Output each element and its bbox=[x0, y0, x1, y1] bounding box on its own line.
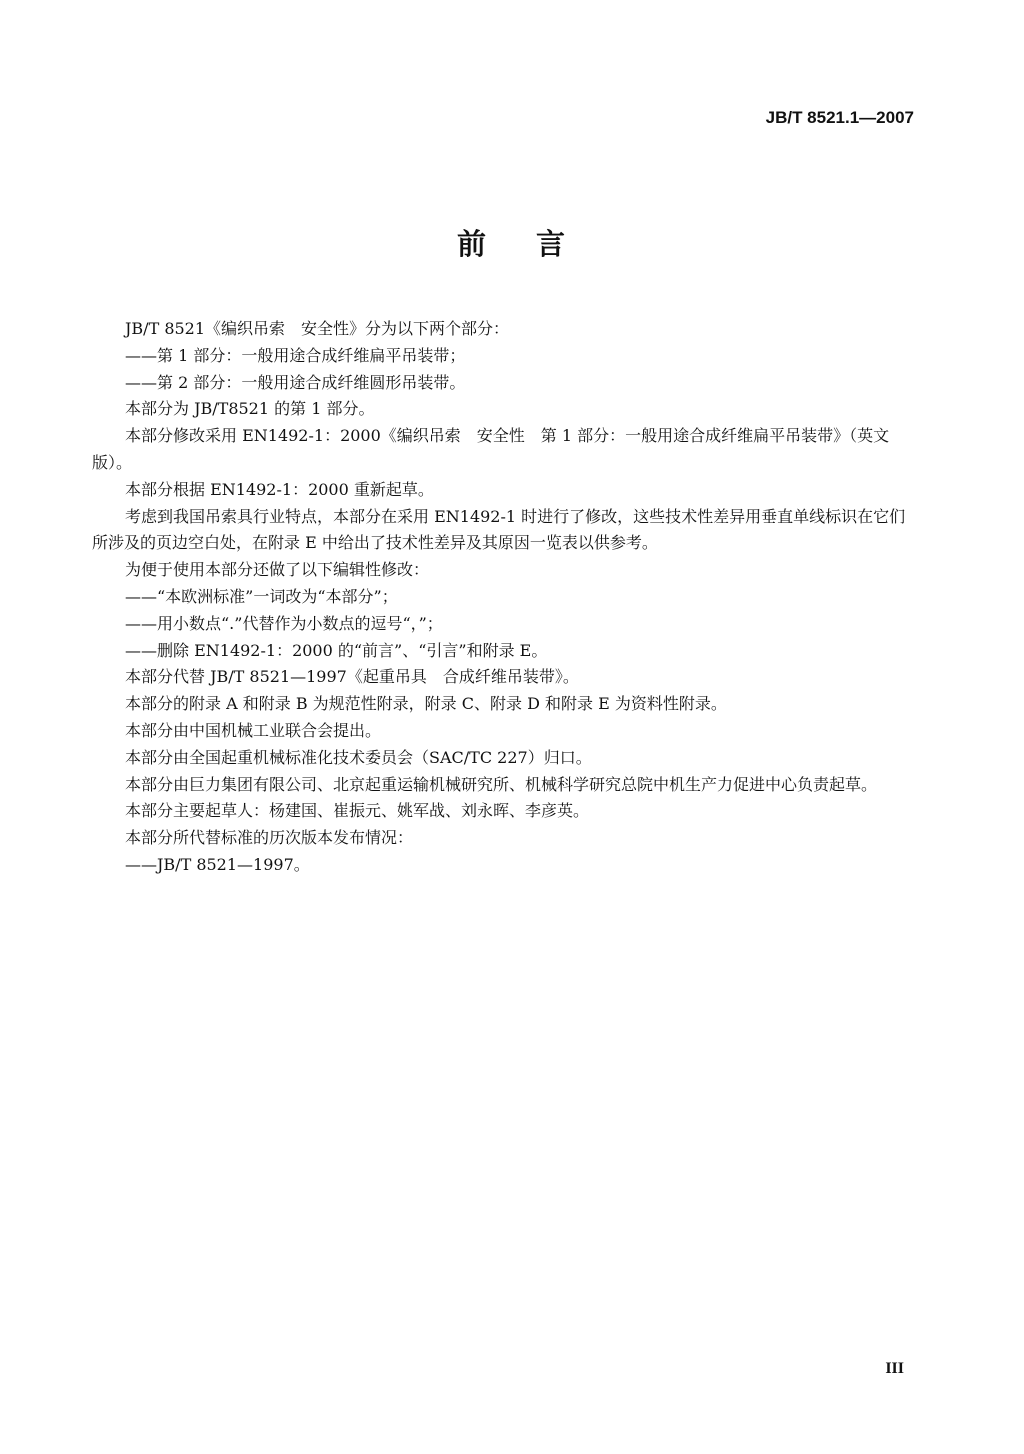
paragraph: ——JB/T 8521—1997。 bbox=[125, 854, 310, 874]
title-char-2: 言 bbox=[536, 227, 568, 261]
title-char-1: 前 bbox=[456, 227, 488, 261]
paragraph: ——“本欧洲标准”一词改为“本部分”； bbox=[125, 586, 398, 606]
paragraph: 本部分由中国机械工业联合会提出。 bbox=[125, 720, 382, 740]
paragraph: ——第 1 部分：一般用途合成纤维扁平吊装带； bbox=[125, 345, 466, 365]
paragraph: 本部分主要起草人：杨建国、崔振元、姚军战、刘永晖、李彦英。 bbox=[125, 801, 590, 821]
paragraph: 本部分的附录 A 和附录 B 为规范性附录，附录 C、附录 D 和附录 E 为资料性附录。 bbox=[125, 694, 727, 714]
paragraph: 本部分为 JB/T8521 的第 1 部分。 bbox=[125, 399, 375, 419]
paragraph: 本部分由全国起重机械标准化技术委员会（SAC/TC 227）归口。 bbox=[125, 747, 592, 767]
paragraph: ——第 2 部分：一般用途合成纤维圆形吊装带。 bbox=[125, 372, 466, 392]
paragraph: 本部分由巨力集团有限公司、北京起重运输机械研究所、机械科学研究总院中机生产力促进中心负责起草。 bbox=[125, 774, 878, 794]
paragraph: 本部分根据 EN1492-1：2000 重新起草。 bbox=[125, 479, 434, 499]
paragraph: 考虑到我国吊索具行业特点，本部分在采用 EN1492-1 时进行了修改，这些技术性差异用垂直单线标识在它们所涉及的页边空白处，在附录 E 中给出了技术性差异及其原因一览表以供参考。 bbox=[92, 506, 906, 553]
paragraph: 本部分代替 JB/T 8521—1997《起重吊具 合成纤维吊装带》。 bbox=[125, 667, 579, 687]
paragraph: 本部分修改采用 EN1492-1：2000《编织吊索 安全性 第 1 部分：一般用途合成纤维扁平吊装带》（英文版）。 bbox=[92, 426, 890, 472]
paragraph: 为便于使用本部分还做了以下编辑性修改： bbox=[125, 560, 430, 580]
page-number: III bbox=[885, 1360, 904, 1377]
paragraph: ——删除 EN1492-1：2000 的“前言”、“引言”和附录 E。 bbox=[125, 640, 548, 660]
paragraph: 本部分所代替标准的历次版本发布情况： bbox=[125, 828, 414, 848]
page-title bbox=[0, 222, 1024, 263]
foreword-body bbox=[92, 316, 912, 879]
paragraph: JB/T 8521《编织吊索 安全性》分为以下两个部分： bbox=[125, 319, 510, 338]
paragraph: ——用小数点“.”代替作为小数点的逗号“，”； bbox=[125, 613, 443, 633]
standard-code: JB/T 8521.1—2007 bbox=[765, 108, 914, 127]
